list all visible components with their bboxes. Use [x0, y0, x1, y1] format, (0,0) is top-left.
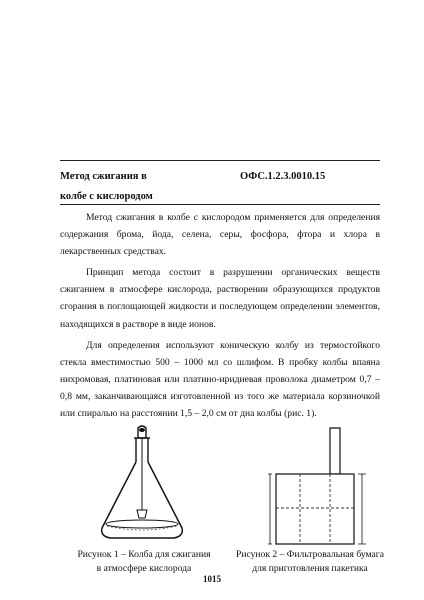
- figure2-caption-line2: для приготовления пакетика: [252, 563, 368, 574]
- paper-tail: [330, 428, 340, 474]
- paragraph-apparatus: Для определения используют коническую колбу из термостойкого стекла вместимостью 500 – 1000 мл со шлифом. В пробку колбы впаяна нихромовая, платиновая или платино-иридиевая проволока диаметром 0,7 – 0,8 мм, заканчивающаяся изготовленной из того же материала корзиночкой или спиралью на расстоянии 1,5 – 2,0 см от дна колбы (рис. 1).: [60, 339, 380, 420]
- filter-paper-drawing: [270, 428, 370, 548]
- figure2-caption: [222, 548, 398, 576]
- paragraph-principle: Принцип метода состоит в разрушении органических веществ сжиганием в атмосфере кислорода, растворении образующихся продуктов сгорания в поглощающей жидкости и последующем определении элементов, находящихся в растворе в виде ионов.: [60, 267, 380, 330]
- flask-drawing: [92, 424, 192, 546]
- document-code: ОФС.1.2.3.0010.15: [240, 171, 326, 182]
- figure1-caption-line1: Рисунок 1 – Колба для сжигания: [77, 549, 211, 560]
- header-rule-top: [60, 160, 380, 161]
- figure-flask: [92, 424, 192, 546]
- section-title-line2: колбе с кислородом: [60, 191, 153, 202]
- header-rule-bottom: [60, 204, 380, 205]
- section-title: [60, 167, 210, 207]
- stopper-top: [139, 428, 145, 432]
- paper-sheet: [276, 474, 354, 544]
- figure1-caption-line2: в атмосфере кислорода: [96, 563, 192, 574]
- section-title-line1: Метод сжигания в: [60, 171, 147, 182]
- liquid-surface: [106, 520, 178, 528]
- paragraph-scope: Метод сжигания в колбе с кислородом применяется для определения содержания брома, йода, селена, серы, фосфора, фтора и хлора в лекарственных средствах.: [60, 212, 380, 258]
- page-number: 1015: [203, 574, 221, 584]
- dimension-side: [358, 474, 366, 544]
- dimension-vertical: [268, 474, 272, 544]
- flask-basket: [137, 510, 147, 518]
- figure2-caption-line1: Рисунок 2 – Фильтровальная бумага: [236, 549, 384, 560]
- body-text: [60, 209, 380, 426]
- figure-filter-paper: [270, 428, 370, 548]
- figure1-caption: [64, 548, 224, 576]
